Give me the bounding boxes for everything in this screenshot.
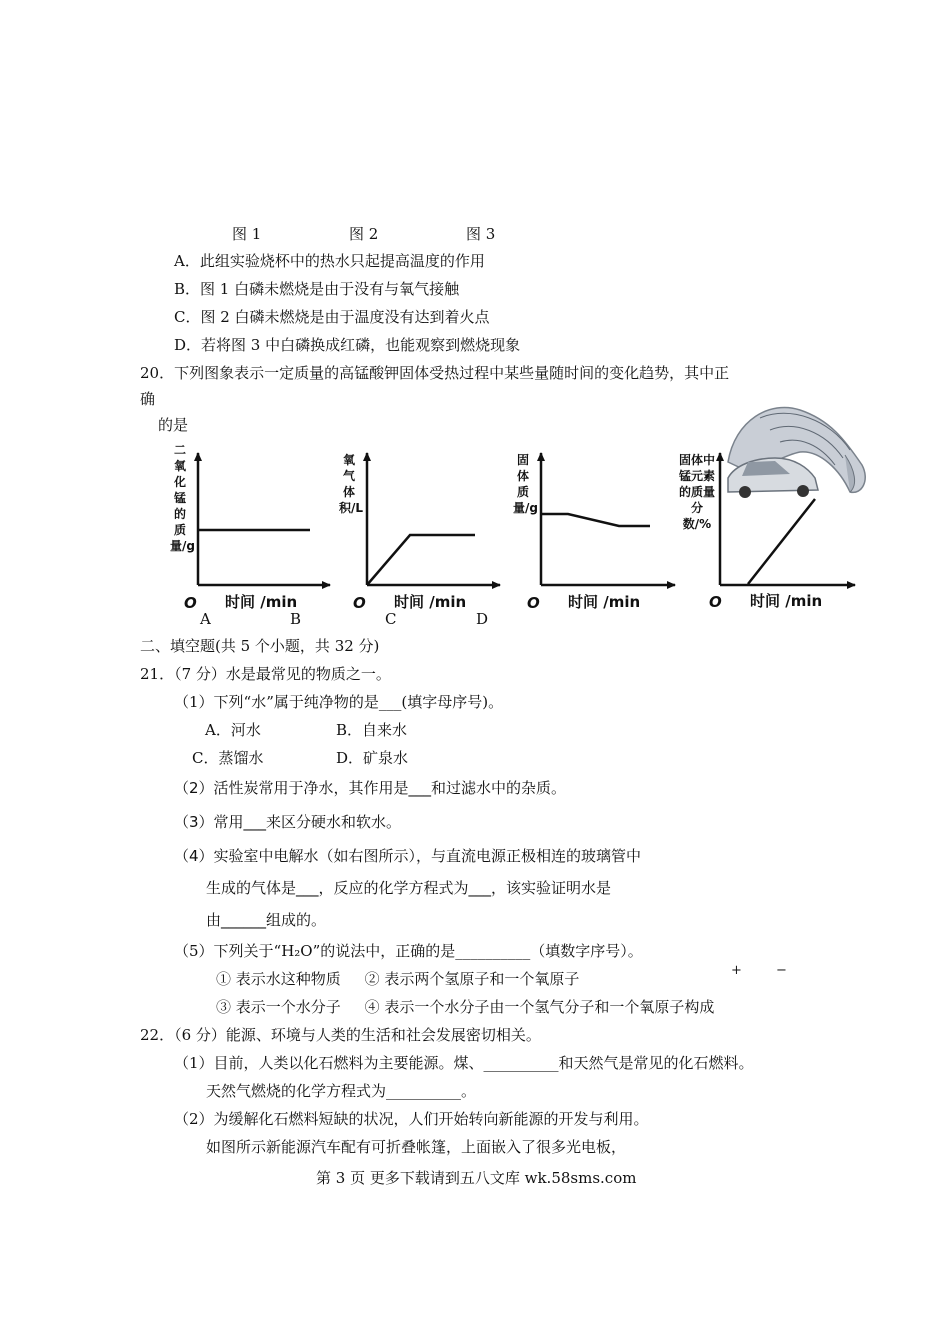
q21-opt-b: B．自来水	[336, 721, 408, 739]
q21-opt-c: C．蒸馏水	[192, 749, 264, 767]
q19-option-d: D．若将图 3 中白磷换成红磷，也能观察到燃烧现象	[174, 336, 521, 354]
q21-part1: （1）下列“水”属于纯净物的是___(填字母序号)。	[174, 693, 504, 711]
q19-option-c: C．图 2 白磷未燃烧是由于温度没有达到着火点	[174, 308, 490, 326]
graph-a	[198, 453, 330, 585]
graph-4-line	[748, 499, 815, 584]
q22-part2-line1: （2）为缓解化石燃料短缺的状况，人们开始转向新能源的开发与利用。	[174, 1110, 649, 1128]
graph-a-ylabel: 二氧化锰的质量/g	[170, 443, 195, 553]
q22-part1-line2: 天然气燃烧的化学方程式为__________。	[206, 1082, 477, 1100]
q20-graphs	[0, 0, 950, 640]
fig-label-3: 图 3	[466, 225, 496, 243]
q20-stem-line1: 20．下列图象表示一定质量的高锰酸钾固体受热过程中某些量随时间的变化趋势，其中正	[140, 364, 730, 382]
graph-letter-b: B	[290, 610, 302, 628]
q22-part2-line2: 如图所示新能源汽车配有可折叠帐篷，上面嵌入了很多光电板，	[206, 1138, 627, 1156]
graph-d-origin: O	[527, 594, 540, 612]
graph-c-ylabel: 氧气体积/L	[339, 453, 364, 515]
graph-4-origin: O	[709, 593, 722, 611]
graph-c-origin: O	[353, 594, 366, 612]
graph-d	[541, 453, 675, 585]
electrolysis-plus-sign: +	[731, 963, 742, 978]
fig-label-2: 图 2	[349, 225, 379, 243]
q21-opt-d: D．矿泉水	[336, 749, 409, 767]
graph-4-ylabel: 固体中锰元素的质量分数/%	[678, 453, 715, 531]
car-tent-illustration	[728, 407, 865, 498]
electrolysis-minus-sign: −	[776, 963, 787, 978]
graph-a-origin: O	[184, 594, 197, 612]
q19-option-a: A．此组实验烧杯中的热水只起提高温度的作用	[174, 252, 485, 270]
graph-c-line	[367, 535, 475, 585]
graph-a-xlabel: 时间 /min	[225, 593, 298, 611]
graph-letter-a: A	[200, 610, 211, 628]
page-footer: 第 3 页 更多下载请到五八文库 wk.58sms.com	[316, 1169, 637, 1187]
graph-4-xlabel: 时间 /min	[750, 592, 823, 610]
q21-part4-line2: 生成的气体是___，反应的化学方程式为___，该实验证明水是	[206, 879, 612, 897]
q21-part5-options-1: ① 表示水这种物质 ② 表示两个氢原子和一个氧原子	[216, 970, 580, 988]
q22-stem: 22．（6 分）能源、环境与人类的生活和社会发展密切相关。	[140, 1026, 541, 1044]
graph-c	[367, 453, 500, 585]
q19-option-b: B．图 1 白磷未燃烧是由于没有与氧气接触	[174, 280, 460, 298]
q21-opt-a: A．河水	[205, 721, 261, 739]
graph-letter-d: D	[476, 610, 489, 628]
q21-part4-line1: （4）实验室中电解水（如右图所示），与直流电源正极相连的玻璃管中	[174, 847, 642, 865]
q21-part2: （2）活性炭常用于净水，其作用是___和过滤水中的杂质。	[174, 779, 567, 797]
q21-part5: （5）下列关于“H₂O”的说法中，正确的是__________（填数字序号）。	[174, 942, 643, 960]
section-2-heading: 二、填空题(共 5 个小题，共 32 分)	[140, 637, 380, 655]
q21-part3: （3）常用___来区分硬水和软水。	[174, 813, 402, 831]
q21-stem: 21．（7 分）水是最常见的物质之一。	[140, 665, 391, 683]
q22-part1-line1: （1）目前，人类以化石燃料为主要能源。煤、__________和天然气是常见的化石燃料。	[174, 1054, 754, 1072]
q20-stem-line2: 确	[140, 390, 156, 408]
graph-d-xlabel: 时间 /min	[568, 593, 641, 611]
graph-d-line	[541, 514, 650, 526]
q21-part5-options-2: ③ 表示一个水分子 ④ 表示一个水分子由一个氢气分子和一个氧原子构成	[216, 998, 715, 1016]
graph-d-ylabel: 固体质量/g	[513, 453, 538, 515]
q20-stem-line3: 的是	[158, 416, 189, 434]
graph-c-xlabel: 时间 /min	[394, 593, 467, 611]
fig-label-1: 图 1	[232, 225, 262, 243]
q21-part4-line3: 由______组成的。	[206, 911, 327, 929]
graph-letter-c: C	[385, 610, 397, 628]
